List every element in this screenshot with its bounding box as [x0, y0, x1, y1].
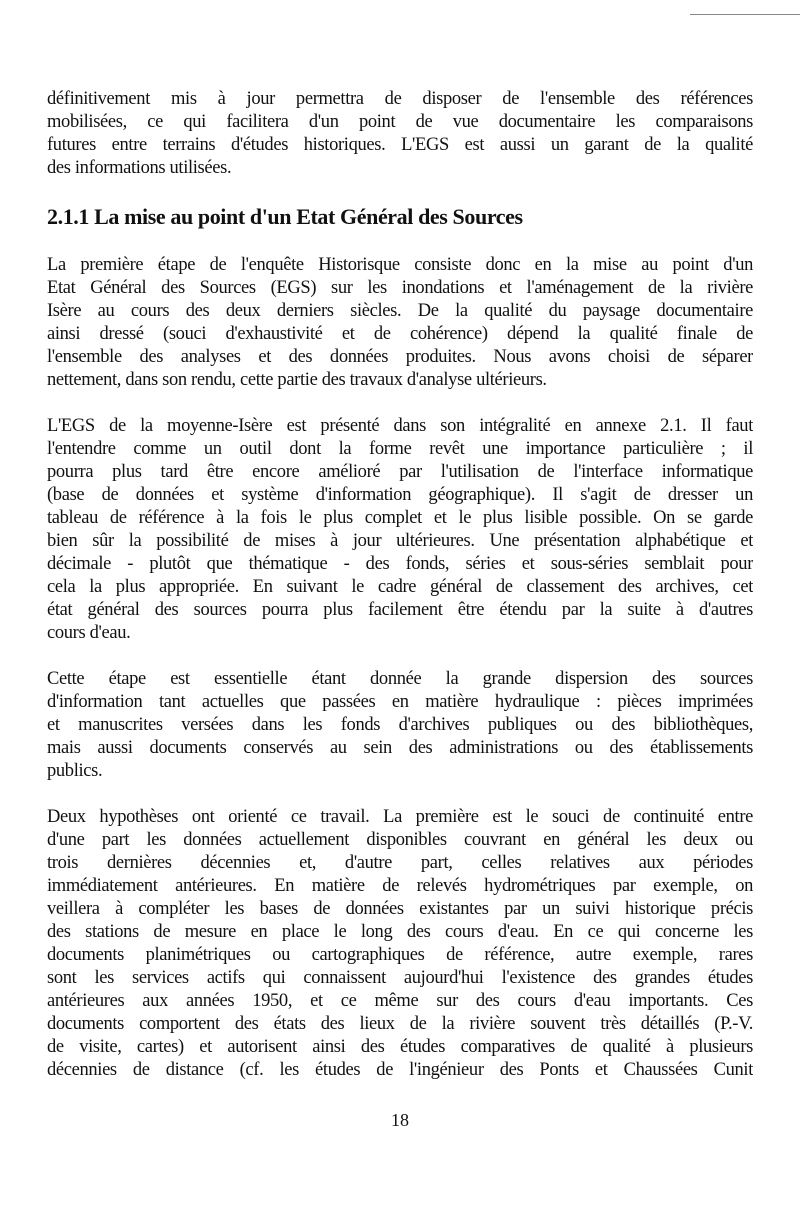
- text-line: documents planimétriques ou cartographiques de référence, autre exemple, rares: [47, 945, 753, 965]
- text-line: futures entre terrains d'études historiques. L'EGS est aussi un garant de la qualité: [47, 135, 753, 155]
- text-line: Isère au cours des deux derniers siècles. De la qualité du paysage documentaire: [47, 301, 753, 321]
- text-line: et manuscrites versées dans les fonds d'archives publiques ou des bibliothèques,: [47, 715, 753, 735]
- text-line: mobilisées, ce qui facilitera d'un point de vue documentaire les comparaisons: [47, 112, 753, 132]
- text-line: d'une part les données actuellement disponibles couvrant en général les deux ou: [47, 830, 753, 850]
- text-line: d'information tant actuelles que passées en matière hydraulique : pièces imprimées: [47, 692, 753, 712]
- text-line: pourra plus tard être encore amélioré par l'utilisation de l'interface informatique: [47, 462, 753, 482]
- text-line: immédiatement antérieures. En matière de relevés hydrométriques par exemple, on: [47, 876, 753, 896]
- text-line: (base de données et système d'information géographique). Il s'agit de dresser un: [47, 485, 753, 505]
- text-line: antérieures aux années 1950, et ce même sur des cours d'eau importants. Ces: [47, 991, 753, 1011]
- text-line: trois dernières décennies et, d'autre part, celles relatives aux périodes: [47, 853, 753, 873]
- paragraph: [47, 254, 753, 392]
- text-line: mais aussi documents conservés au sein des administrations ou des établissements: [47, 738, 753, 758]
- text-line: état général des sources pourra plus facilement être étendu par la suite à d'autres: [47, 600, 753, 620]
- text-line: tableau de référence à la fois le plus complet et le plus lisible possible. On se garde: [47, 508, 753, 528]
- paragraph: [47, 806, 753, 1082]
- text-line: des stations de mesure en place le long des cours d'eau. En ce qui concerne les: [47, 922, 753, 942]
- text-line: documents comportent des états des lieux de la rivière souvent très détaillés (P.-V.: [47, 1014, 753, 1034]
- text-line: l'ensemble des analyses et des données produites. Nous avons choisi de séparer: [47, 347, 753, 367]
- text-line: Etat Général des Sources (EGS) sur les inondations et l'aménagement de la rivière: [47, 278, 753, 298]
- text-line: bien sûr la possibilité de mises à jour ultérieures. Une présentation alphabétique et: [47, 531, 753, 551]
- text-line: Deux hypothèses ont orienté ce travail. La première est le souci de continuité entre: [47, 807, 753, 827]
- text-line: sont les services actifs qui connaissent aujourd'hui l'existence des grandes études: [47, 968, 753, 988]
- text-line: L'EGS de la moyenne-Isère est présenté dans son intégralité en annexe 2.1. Il faut: [47, 416, 753, 436]
- text-line: de visite, cartes) et autorisent ainsi des études comparatives de qualité à plusieurs: [47, 1037, 753, 1057]
- text-line: publics.: [47, 761, 103, 781]
- document-body: [47, 88, 753, 1105]
- text-line: nettement, dans son rendu, cette partie des travaux d'analyse ultérieurs.: [47, 370, 547, 390]
- text-line: des informations utilisées.: [47, 158, 232, 178]
- text-line: Cette étape est essentielle étant donnée la grande dispersion des sources: [47, 669, 753, 689]
- text-line: ainsi dressé (souci d'exhaustivité et de cohérence) dépend la qualité finale de: [47, 324, 753, 344]
- text-line: veillera à compléter les bases de données existantes par un suivi historique précis: [47, 899, 753, 919]
- text-line: décimale - plutôt que thématique - des fonds, séries et sous-séries semblait pour: [47, 554, 753, 574]
- text-line: définitivement mis à jour permettra de disposer de l'ensemble des références: [47, 89, 753, 109]
- paragraph: [47, 668, 753, 783]
- paragraph: [47, 415, 753, 645]
- text-line: La première étape de l'enquête Historisque consiste donc en la mise au point d'un: [47, 255, 753, 275]
- text-line: cours d'eau.: [47, 623, 131, 643]
- text-line: décennies de distance (cf. les études de l'ingénieur des Ponts et Chaussées Cunit: [47, 1060, 753, 1080]
- text-line: l'entendre comme un outil dont la forme revêt une importance particulière ; il: [47, 439, 753, 459]
- section-heading: 2.1.1 La mise au point d'un Etat Général des Sources: [47, 204, 523, 229]
- paragraph: [47, 88, 753, 180]
- page-number: 18: [391, 1110, 409, 1130]
- text-line: cela la plus appropriée. En suivant le cadre général de classement des archives, cet: [47, 577, 753, 597]
- scan-edge-line: [690, 14, 800, 15]
